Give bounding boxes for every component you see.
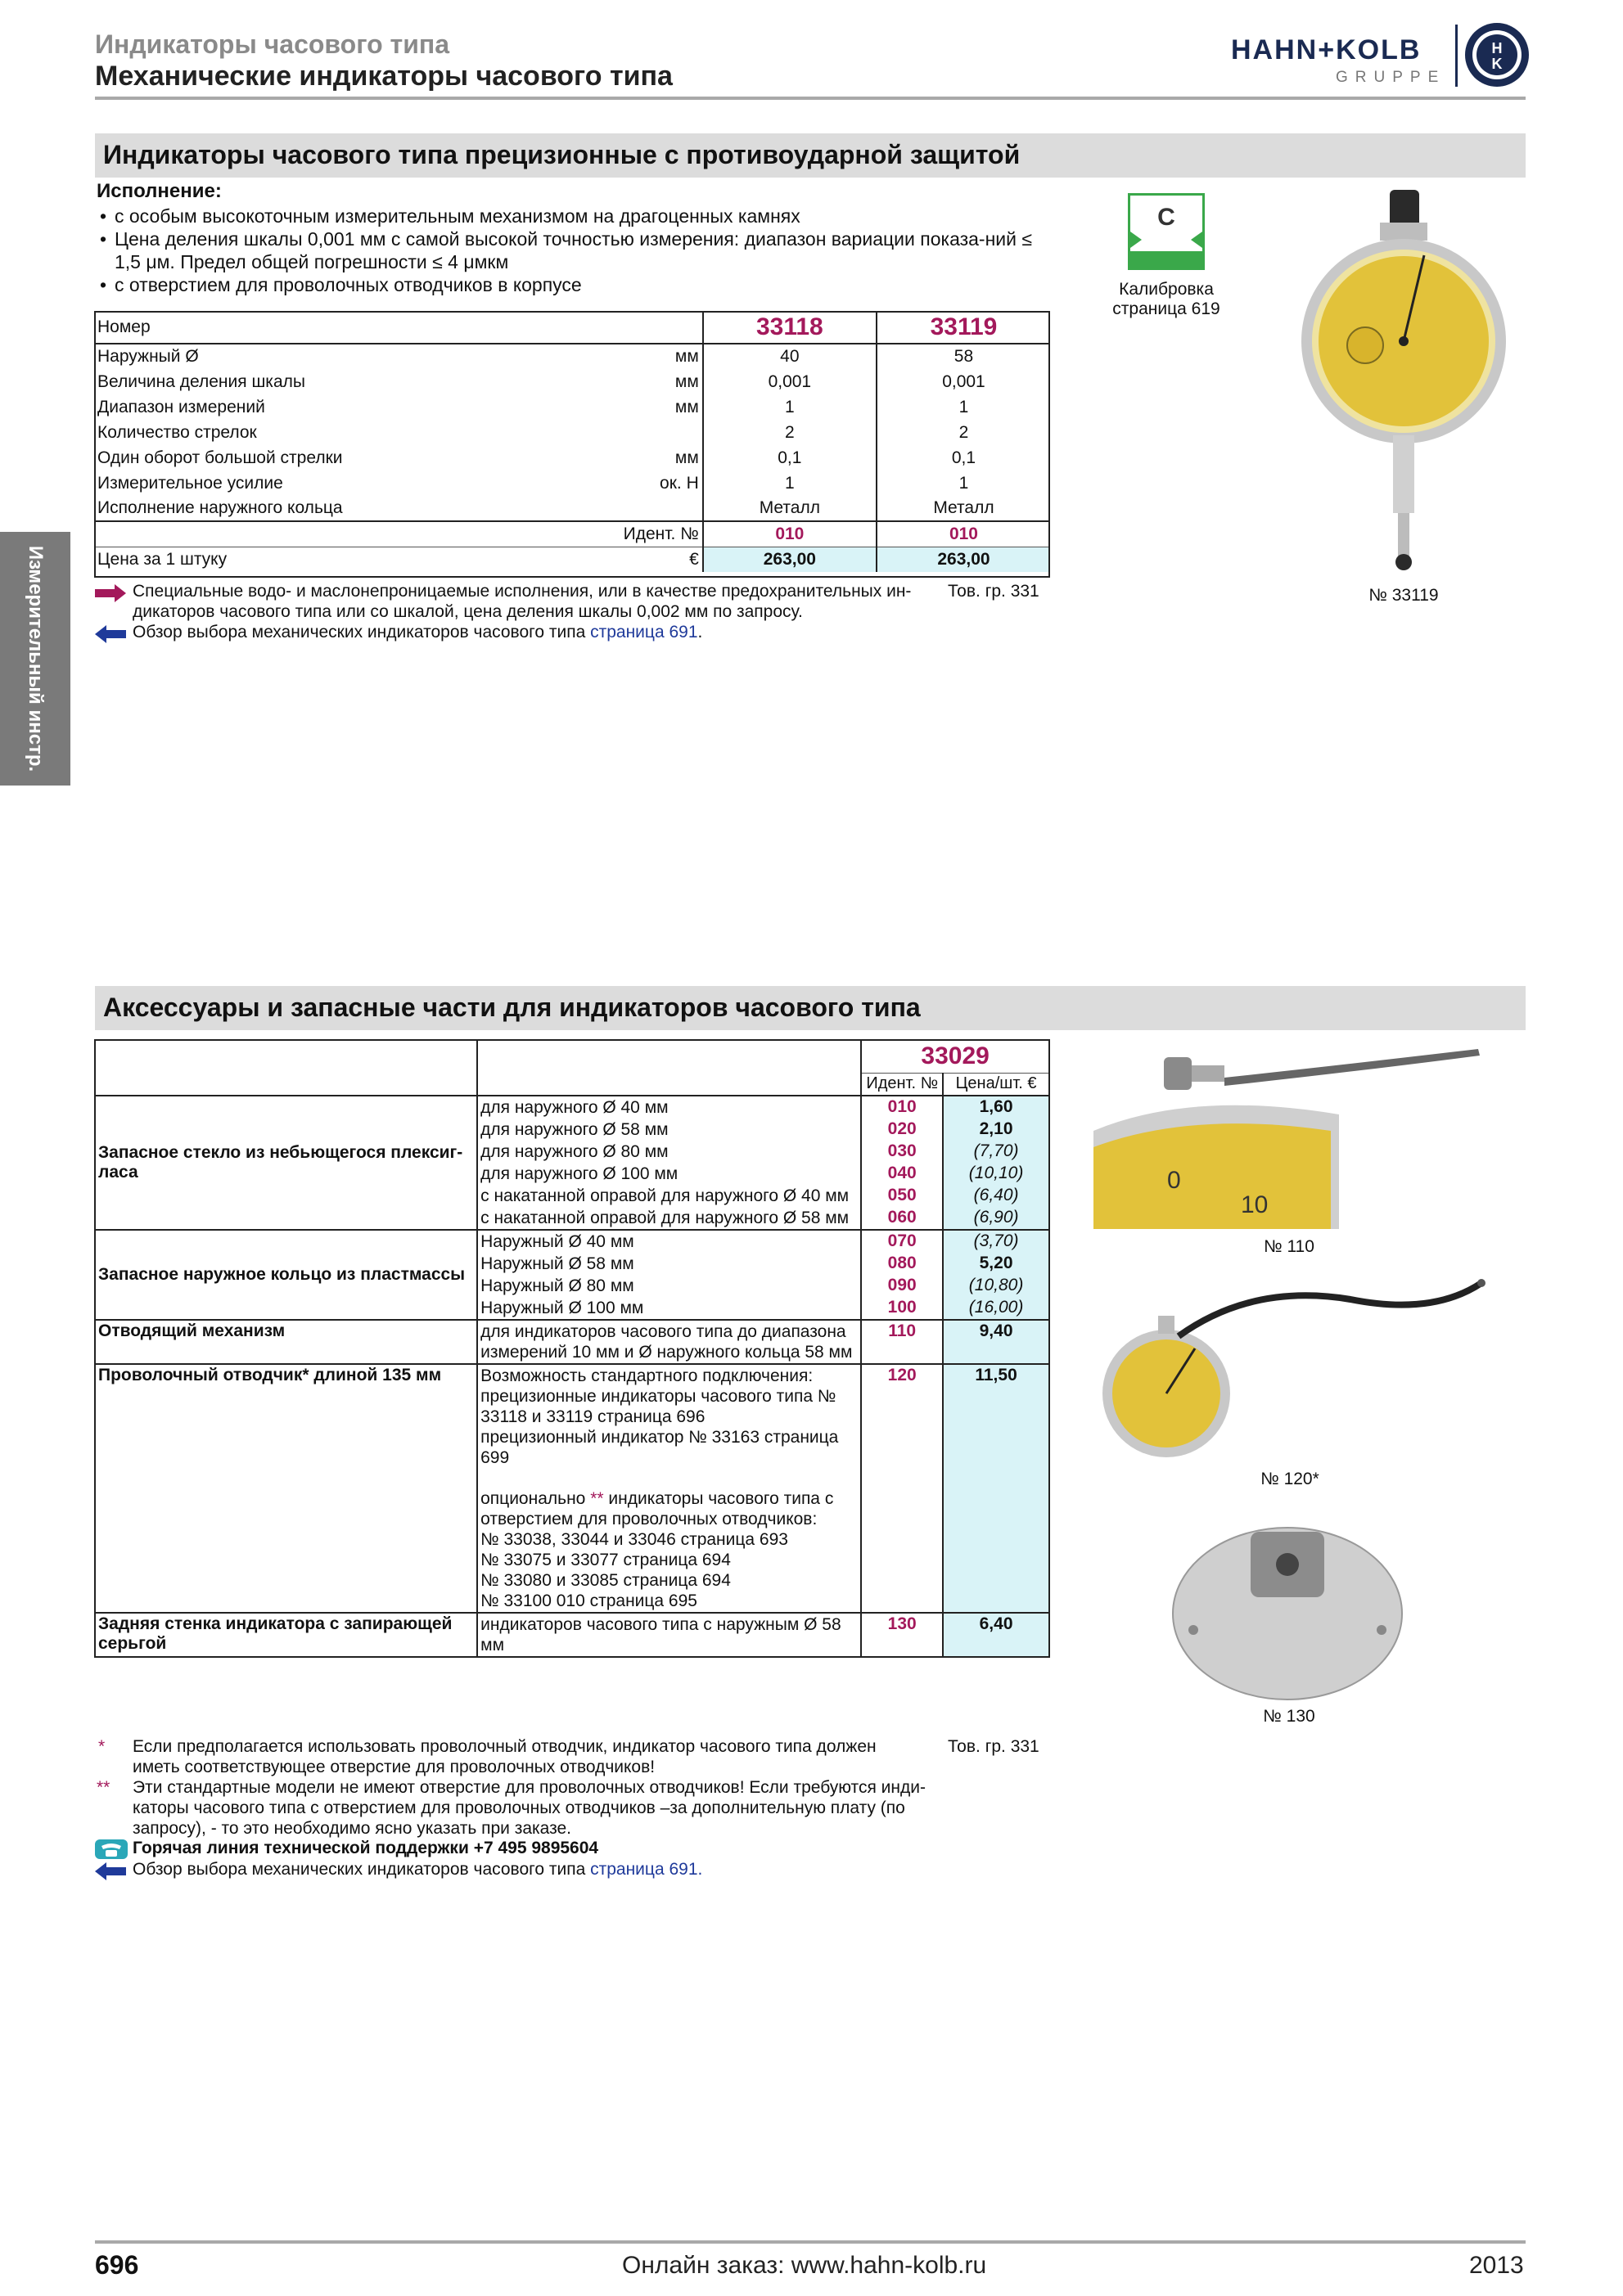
back-cover-130-image (1169, 1507, 1406, 1704)
group-label: Запасное стекло из небьющегося плексиг-ласа (95, 1096, 477, 1230)
item-description: для наружного Ø 40 мм (477, 1096, 861, 1119)
item-description: с накатанной оправой для наружного Ø 58 мм (477, 1207, 861, 1230)
spec-value: Металл (877, 496, 1050, 521)
hotline-text[interactable]: Горячая линия технической поддержки +7 495 9895604 (133, 1839, 599, 1857)
spec-label: Количество стрелок (97, 422, 257, 442)
item-description: для индикаторов часового типа до диапазона измерений 10 мм и Ø наружного кольца 58 мм (477, 1320, 861, 1364)
description-text: индикаторы часового типа с отверстием для проволочных отводчиков: (480, 1489, 834, 1528)
feature-item: • с особым высокоточным измерительным механизмом на драгоценных камнях (98, 205, 1048, 227)
ident-number[interactable]: 130 (861, 1613, 943, 1657)
footer-rule (95, 2240, 1526, 2244)
table-row (94, 547, 1050, 572)
lifting-mechanism-110-image (1093, 1041, 1486, 1229)
price-value: (3,70) (943, 1230, 1049, 1253)
ident-number[interactable]: 010 (861, 1096, 943, 1119)
table-row (94, 470, 1050, 496)
price-value: (16,00) (943, 1297, 1049, 1320)
price-value: 9,40 (943, 1320, 1049, 1364)
table-row (95, 1073, 1049, 1096)
logo-subtext: GRUPPE (1336, 69, 1446, 86)
article-number-33119: 33119 (877, 311, 1050, 344)
image-caption: № 130 (1263, 1707, 1315, 1726)
table-row (94, 420, 1050, 445)
ident-number[interactable]: 040 (861, 1163, 943, 1185)
item-description: Наружный Ø 100 мм (477, 1297, 861, 1320)
side-tab-label: Измерительный инстр. (25, 545, 47, 772)
section-accessories-heading (95, 986, 1526, 1030)
hahn-kolb-logo (1228, 21, 1531, 90)
footnote-mark: ** (590, 1489, 604, 1508)
ident-number[interactable]: 120 (861, 1364, 943, 1613)
phone-icon (95, 1839, 128, 1859)
item-description (477, 1364, 861, 1613)
catalog-year: 2013 (1469, 2252, 1524, 2279)
image-caption: № 120* (1260, 1470, 1319, 1488)
header-rule (95, 97, 1526, 100)
item-description: Наружный Ø 80 мм (477, 1275, 861, 1297)
accessories-table (94, 1039, 1050, 1658)
price-value: (10,10) (943, 1163, 1049, 1185)
page-number: 696 (95, 2250, 139, 2280)
table-row (95, 1613, 1049, 1657)
overview-note (133, 1859, 951, 1880)
price-value: 263,00 (703, 547, 877, 572)
side-tab-measuring[interactable] (0, 532, 70, 786)
table-row (95, 1320, 1049, 1364)
overview-text: Обзор выбора механических индикаторов часового типа (133, 623, 591, 642)
item-description: для наружного Ø 58 мм (477, 1119, 861, 1141)
execution-label: Исполнение: (97, 180, 222, 202)
spec-unit: мм (674, 371, 699, 391)
overview-link[interactable]: страница 691. (590, 1860, 703, 1879)
item-description: индикаторов часового типа с наружным Ø 58 мм (477, 1613, 861, 1657)
header-category: Индикаторы часового типа (95, 29, 450, 59)
footnote-mark: * (98, 1737, 106, 1756)
description-line: прецизионные индикаторы часового типа № 33118 и 33119 страница 696 (480, 1387, 836, 1426)
image-caption: № 110 (1264, 1237, 1314, 1256)
spec-unit: мм (674, 448, 699, 467)
spec-label: Наружный Ø (97, 347, 199, 366)
overview-text: Обзор выбора механических индикаторов часового типа (133, 1860, 591, 1879)
spec-value: 2 (877, 420, 1050, 445)
spec-label: Измерительное усилие (97, 473, 283, 493)
price-value: 5,20 (943, 1253, 1049, 1275)
section-title: Индикаторы часового типа прецизионные с противоударной защитой (103, 140, 1021, 169)
price-value: (10,80) (943, 1275, 1049, 1297)
calibration-label-line: Калибровка (1119, 280, 1214, 299)
logo-text: HAHN+KOLB (1231, 34, 1422, 65)
price-label: Цена за 1 штуку (94, 547, 607, 572)
description-line: № 33080 и 33085 страница 694 (480, 1571, 731, 1590)
arrow-left-icon (95, 625, 126, 643)
dial-indicator-33119-image (1301, 190, 1506, 574)
spec-header-label: Номер (94, 311, 607, 344)
price-value: (6,40) (943, 1185, 1049, 1207)
table-row (94, 496, 1050, 521)
item-description: Наружный Ø 40 мм (477, 1230, 861, 1253)
feature-item: • Цена деления шкалы 0,001 мм с самой высокой точностью измерения: диапазон вариации показа-ний ≤ 1,5 μм. Предел общей погрешности ≤ 4 μмкм (98, 227, 1048, 273)
table-row (95, 1364, 1049, 1613)
description-line (480, 1488, 858, 1529)
online-order-link[interactable]: Онлайн заказ: www.hahn-kolb.ru (622, 2252, 987, 2279)
footnote-standard-models: Эти стандартные модели не имеют отверстие для проволочных отводчиков! Если требуются инди-каторы часового типа с отверстием для проволочных отводчиков –за дополнительную плату (по запросу), - то это необходимо ясно указать при заказе. (133, 1778, 926, 1838)
special-versions-note: Специальные водо- и маслонепроницаемые исполнения, или в качестве предохранительных ин-дикаторов часового типа или со шкалой, цена деления шкалы 0,002 мм по запросу. (133, 582, 912, 621)
feature-item: • с отверстием для проволочных отводчиков в корпусе (98, 273, 1048, 296)
item-description: для наружного Ø 100 мм (477, 1163, 861, 1185)
spec-unit: ок. Н (660, 473, 699, 493)
item-description: для наружного Ø 80 мм (477, 1141, 861, 1163)
item-description: с накатанной оправой для наружного Ø 40 мм (477, 1185, 861, 1207)
price-value: 263,00 (877, 547, 1050, 572)
price-value: 11,50 (943, 1364, 1049, 1613)
spec-value: 1 (877, 470, 1050, 496)
price-value: 2,10 (943, 1119, 1049, 1141)
section-precision-indicators-heading (95, 133, 1526, 178)
description-line: прецизионный индикатор № 33163 страница 699 (480, 1428, 839, 1467)
spec-value: Металл (703, 496, 877, 521)
spec-value: 58 (877, 344, 1050, 369)
description-line: № 33038, 33044 и 33046 страница 693 (480, 1530, 788, 1549)
spec-value: 40 (703, 344, 877, 369)
table-row (95, 1040, 1049, 1073)
ident-number[interactable]: 100 (861, 1297, 943, 1320)
spec-value: 0,001 (877, 369, 1050, 394)
price-value: 6,40 (943, 1613, 1049, 1657)
group-label: Запасное наружное кольцо из пластмассы (95, 1230, 477, 1320)
spec-value: 1 (877, 394, 1050, 420)
description-text: опционально (480, 1489, 591, 1508)
calibration-label[interactable] (1097, 280, 1236, 319)
ident-number[interactable]: 070 (861, 1230, 943, 1253)
spec-unit: мм (674, 347, 699, 366)
logo-divider (1455, 25, 1458, 87)
currency-label: € (607, 547, 703, 572)
table-row (94, 369, 1050, 394)
hk-badge-icon (1465, 23, 1529, 87)
spec-value: 0,1 (877, 445, 1050, 470)
overview-link[interactable]: страница 691 (590, 623, 698, 642)
ident-number[interactable]: 020 (861, 1119, 943, 1141)
ident-number[interactable]: 010 (703, 521, 877, 547)
table-row (94, 344, 1050, 369)
calibration-page-link[interactable]: страница 619 (1112, 299, 1220, 318)
spec-label: Величина деления шкалы (97, 371, 305, 391)
table-row (94, 445, 1050, 470)
description-line: № 33100 010 страница 695 (480, 1591, 697, 1610)
spec-value: 0,001 (703, 369, 877, 394)
spec-unit (607, 496, 703, 521)
ident-header: Идент. № (861, 1073, 943, 1096)
price-value: 1,60 (943, 1096, 1049, 1119)
section-title: Аксессуары и запасные части для индикаторов часового типа (103, 993, 921, 1022)
article-number-33029: 33029 (861, 1040, 1049, 1073)
ident-number[interactable]: 080 (861, 1253, 943, 1275)
arrow-left-icon (95, 1862, 126, 1880)
spec-table (94, 311, 1050, 572)
overview-note (133, 622, 951, 642)
ident-number[interactable]: 030 (861, 1141, 943, 1163)
ident-number[interactable]: 090 (861, 1275, 943, 1297)
price-value: (6,90) (943, 1207, 1049, 1230)
table-row (95, 1230, 1049, 1253)
table-row (94, 311, 1050, 344)
item-description: Наружный Ø 58 мм (477, 1253, 861, 1275)
spec-value: 1 (703, 394, 877, 420)
description-line: № 33075 и 33077 страница 694 (480, 1551, 731, 1569)
footnote-mark: ** (97, 1778, 110, 1797)
svg-text:10: 10 (1241, 1191, 1269, 1218)
ident-number[interactable]: 110 (861, 1320, 943, 1364)
footnote-wire-lifter: Если предполагается использовать проволочный отводчик, индикатор часового типа должен иметь соответствующее отверстие для проволочных отводчиков! (133, 1737, 877, 1776)
group-label: Отводящий механизм (95, 1320, 477, 1364)
spec-value: 2 (703, 420, 877, 445)
table-row (94, 521, 1050, 547)
ident-number[interactable]: 060 (861, 1207, 943, 1230)
ident-label: Идент. № (607, 521, 703, 547)
spec-label: Исполнение наружного кольца (97, 498, 343, 517)
price-value: (7,70) (943, 1141, 1049, 1163)
ident-number[interactable]: 010 (877, 521, 1050, 547)
table-row (94, 394, 1050, 420)
price-header: Цена/шт. € (943, 1073, 1049, 1096)
product-group-label: Тов. гр. 331 (948, 582, 1039, 601)
spec-unit: мм (674, 397, 699, 416)
description-line: Возможность стандартного подключения: (480, 1366, 814, 1385)
ident-number[interactable]: 050 (861, 1185, 943, 1207)
image-caption: № 33119 (1368, 586, 1439, 605)
spec-unit (607, 420, 703, 445)
feature-list (98, 205, 1048, 296)
svg-text:H: H (1491, 40, 1503, 56)
article-number-33118: 33118 (703, 311, 877, 344)
calibration-letter: C (1157, 204, 1175, 231)
group-label: Задняя стенка индикатора с запирающей серьгой (95, 1613, 477, 1657)
arrow-right-icon (95, 584, 126, 602)
spec-label: Один оборот большой стрелки (97, 448, 343, 467)
page-title: Механические индикаторы часового типа (95, 61, 673, 92)
table-row (95, 1096, 1049, 1119)
calibration-badge[interactable] (1128, 193, 1205, 270)
spec-label: Диапазон измерений (97, 397, 265, 416)
group-label: Проволочный отводчик* длиной 135 мм (95, 1364, 477, 1613)
overview-period: . (697, 623, 703, 642)
spec-value: 1 (703, 470, 877, 496)
wire-lifter-120-image (1089, 1275, 1490, 1463)
svg-text:0: 0 (1167, 1167, 1181, 1194)
product-group-label: Тов. гр. 331 (948, 1737, 1039, 1756)
spec-value: 0,1 (703, 445, 877, 470)
svg-text:K: K (1491, 56, 1503, 72)
